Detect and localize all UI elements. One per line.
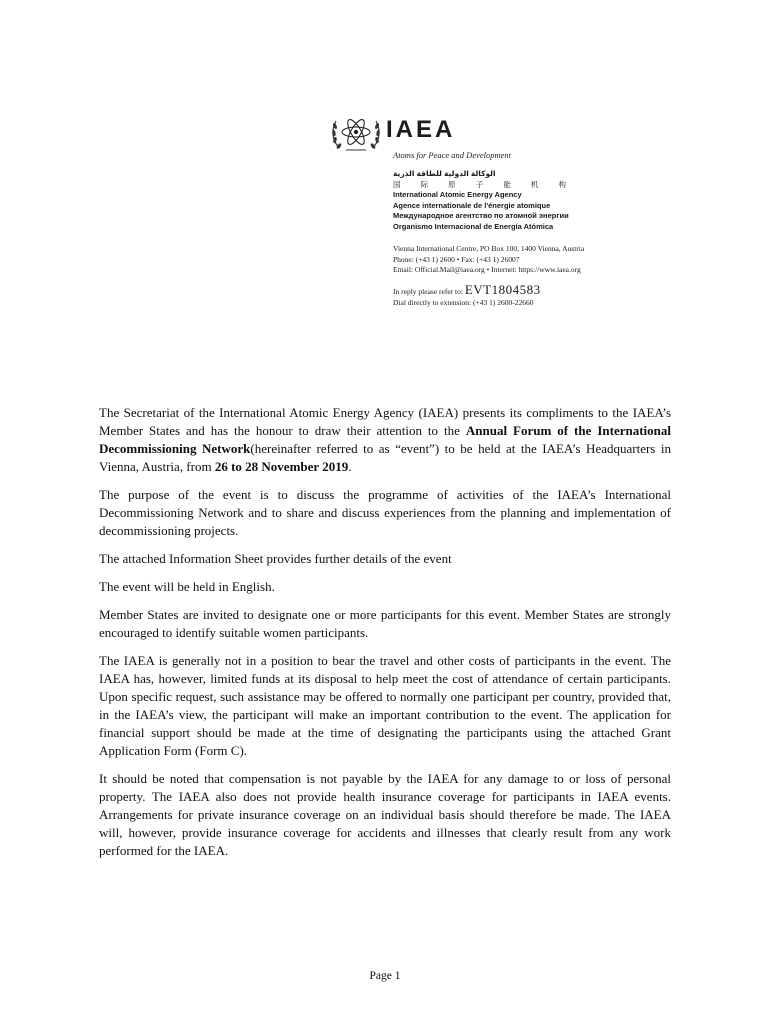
postal-address: Vienna International Centre, PO Box 100, 1400 Vienna, Austria (393, 244, 585, 253)
email-internet: Email: Official.Mail@iaea.org • Internet: https://www.iaea.org (393, 265, 581, 274)
letterhead (330, 112, 690, 307)
contact-block (393, 244, 693, 276)
agency-name-arabic: الوكالة الدولية للطاقة الذرية (393, 169, 496, 178)
agency-name-spanish: Organismo Internacional de Energía Atómica (393, 221, 554, 231)
paragraph-3: The attached Information Sheet provides further details of the event (99, 551, 452, 566)
agency-name-english: International Atomic Energy Agency (393, 190, 522, 199)
paragraph-6: The IAEA is generally not in a position to bear the travel and other costs of participants in the event. The IAEA has, however, limited funds at its disposal to help meet the cost of attendance of certain participants. Upon specific request, such assistance may be offered to normally one participant per country, provided that, in the IAEA’s view, the participant will make an important contribution to the event. The application for financial support should be made at the time of designating the participants using the attached Grant Application Form (Form C). (99, 653, 671, 758)
event-dates: 26 to 28 November 2019 (214, 459, 349, 474)
reference-number: EVT1804583 (464, 282, 541, 297)
logo-text: IAEA (386, 116, 456, 143)
reply-label: In reply please refer to: (393, 287, 463, 296)
agency-name-chinese: 国 际 原 子 能 机 构 (393, 179, 576, 189)
reply-reference (393, 284, 693, 308)
agency-names (393, 169, 693, 232)
paragraph-5: Member States are invited to designate one or more participants for this event. Member States are strongly encouraged to identify suitable women participants. (99, 607, 671, 640)
letter-body (99, 404, 671, 870)
event-name: Annual Forum of the International Decommissioning Network (99, 423, 671, 456)
paragraph-2: The purpose of the event is to discuss the programme of activities of the IAEA’s International Decommissioning Network and to share and discuss experiences from the planning and implementation of decommissioning projects. (99, 487, 671, 538)
agency-name-french: Agence internationale de l'énergie atomique (393, 200, 551, 210)
tagline: Atoms for Peace and Development (393, 150, 512, 160)
paragraph-7: It should be noted that compensation is not payable by the IAEA for any damage to or loss of personal property. The IAEA also does not provide health insurance coverage for participants in IAEA events. Arrangements for private insurance coverage on an individual basis should therefore be made. The IAEA will, however, provide insurance coverage for accidents and illnesses that clearly result from any work performed for the IAEA. (99, 771, 671, 858)
paragraph-1: The Secretariat of the International Atomic Energy Agency (IAEA) presents its compliments to the IAEA’s Member States and has the honour to draw their attention to the Annual Forum of the International Decommissioning Network(hereinafter referred to as “event”) to be held at the IAEA’s Headquarters in Vienna, Austria, from 26 to 28 November 2019. (99, 405, 671, 474)
phone-fax: Phone: (+43 1) 2600 • Fax: (+43 1) 26007 (393, 254, 520, 264)
iaea-emblem-icon (330, 112, 382, 154)
paragraph-4: The event will be held in English. (99, 579, 275, 594)
page-number: Page 1 (369, 970, 401, 982)
agency-name-russian: Международное агентство по атомной энергии (393, 211, 569, 220)
logo (330, 112, 690, 160)
extension-line: Dial directly to extension: (+43 1) 2600-22660 (393, 298, 534, 307)
